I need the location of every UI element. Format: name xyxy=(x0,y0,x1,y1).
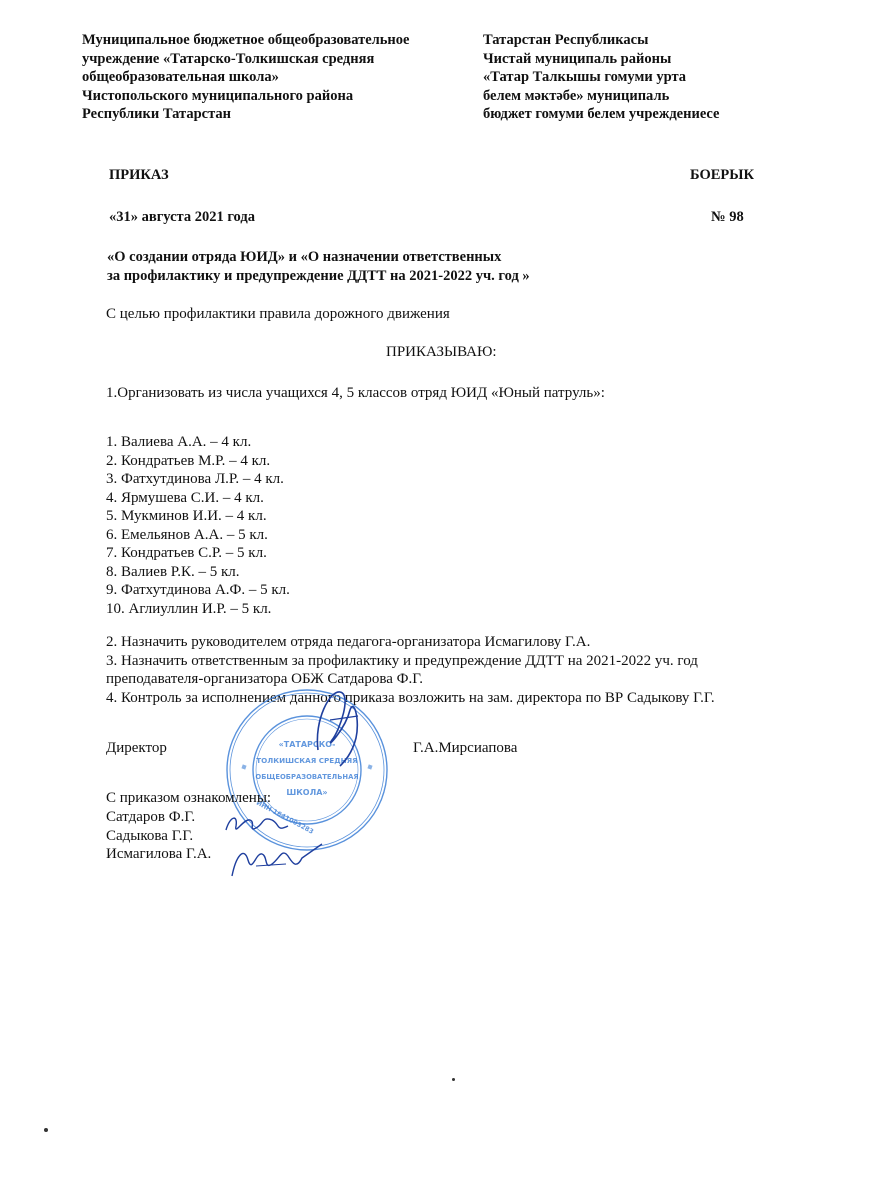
header-left-line: Республики Татарстан xyxy=(82,106,231,122)
member-item: 2. Кондратьев М.Р. – 4 кл. xyxy=(106,452,271,469)
member-item: 9. Фатхутдинова А.Ф. – 5 кл. xyxy=(106,582,290,598)
doc-type-tt: БОЕРЫК xyxy=(690,167,755,183)
member-item: 10. Аглиуллин И.Р. – 5 кл. xyxy=(106,600,272,617)
ack-name: Садыкова Г.Г. xyxy=(106,827,194,844)
header-left-line: учреждение «Татарско-Толкишская средняя xyxy=(82,50,375,67)
order-items-rest xyxy=(106,633,715,707)
subject-line: за профилактику и предупреждение ДДТТ на 2021-2022 уч. год » xyxy=(107,267,530,284)
scan-speck xyxy=(44,1128,48,1132)
ack-heading: С приказом ознакомлены: xyxy=(106,790,272,806)
order-item: 3. Назначить ответственным за профилактику и предупреждение ДДТТ на 2021-2022 уч. год xyxy=(106,652,698,669)
member-item: 1. Валиева А.А. – 4 кл. xyxy=(106,434,252,450)
order-item-1: 1.Организовать из числа учащихся 4, 5 классов отряд ЮИД «Юный патруль»: xyxy=(106,385,605,401)
ack-name: Сатдаров Ф.Г. xyxy=(106,809,196,825)
order-item: 2. Назначить руководителем отряда педагога-организатора Исмагилову Г.А. xyxy=(106,634,591,650)
seal-line: ШКОЛА» xyxy=(286,788,328,797)
header-right xyxy=(483,31,719,124)
header-right-line: «Татар Талкышы гомуми урта xyxy=(483,69,687,85)
member-item: 7. Кондратьев С.Р. – 5 кл. xyxy=(106,545,267,561)
member-item: 3. Фатхутдинова Л.Р. – 4 кл. xyxy=(106,471,284,487)
header-left-line: Чистопольского муниципального района xyxy=(82,87,354,104)
purpose-text: С целью профилактики правила дорожного движения xyxy=(106,306,450,322)
seal-line: ОБЩЕОБРАЗОВАТЕЛЬНАЯ xyxy=(255,773,359,781)
ack-name: Исмагилова Г.А. xyxy=(106,846,212,862)
header-left xyxy=(82,31,409,124)
header-left-line: общеобразовательная школа» xyxy=(82,69,279,85)
order-item: преподавателя-организатора ОБЖ Сатдарова Ф.Г. xyxy=(106,671,423,687)
order-word: ПРИКАЗЫВАЮ: xyxy=(386,344,497,360)
order-number: № 98 xyxy=(711,209,744,225)
director-name: Г.А.Мирсиапова xyxy=(413,740,518,756)
header-right-line: Татарстан Республикасы xyxy=(483,32,649,48)
seal-line: «ТАТАРСКО- xyxy=(278,740,336,749)
member-item: 4. Ярмушева С.И. – 4 кл. xyxy=(106,489,264,506)
ack-signature xyxy=(226,836,326,888)
member-item: 6. Емельянов А.А. – 5 кл. xyxy=(106,526,268,543)
member-item: 8. Валиев Р.К. – 5 кл. xyxy=(106,563,240,580)
header-right-line: белем мәктәбе» муниципаль xyxy=(483,87,670,104)
director-title: Директор xyxy=(106,740,167,756)
header-right-line: бюджет гомуми белем учреждениесе xyxy=(483,106,720,122)
member-item: 5. Мукминов И.И. – 4 кл. xyxy=(106,508,267,524)
seal-inn: ИНН 1641003283 xyxy=(254,798,315,836)
ack-list xyxy=(106,808,211,864)
seal-line: ТОЛКИШСКАЯ СРЕДНЯЯ xyxy=(256,756,358,765)
header-left-line: Муниципальное бюджетное общеобразовательное xyxy=(82,32,410,48)
scan-speck xyxy=(452,1078,455,1081)
members-list xyxy=(106,433,290,618)
director-signature xyxy=(310,680,370,770)
order-date: «31» августа 2021 года xyxy=(109,209,255,225)
subject-line: «О создании отряда ЮИД» и «О назначении ответственных xyxy=(107,249,502,265)
order-item: 4. Контроль за исполнением данного приказа возложить на зам. директора по ВР Садыкову Г.Г. xyxy=(106,689,715,706)
header-right-line: Чистай муниципаль районы xyxy=(483,50,672,67)
doc-type-ru: ПРИКАЗ xyxy=(109,167,169,183)
order-subject xyxy=(107,248,530,285)
